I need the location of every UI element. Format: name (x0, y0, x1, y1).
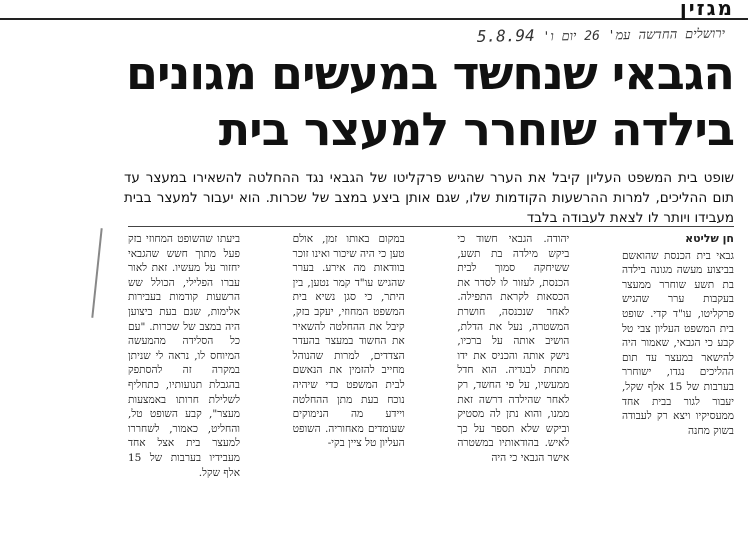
handwritten-date: 5.8.94 (476, 25, 535, 46)
article-column-1 (622, 232, 734, 442)
headline-line-2: בילדה שוחרר למעצר בית (218, 102, 734, 156)
scan-mark (91, 228, 102, 318)
top-rule (0, 0, 748, 20)
section-label: מגזין (679, 0, 734, 20)
article-column-3: במקום באותו זמן, אולם טען כי היה שיכור ואינו זוכר בוודאות מה אירע. בערר שהגיש עו"ד קמר נטען, בין היתר, כי סגן נשיא בית המשפט המחוזי, יעקב בזק, קיבל את ההחלטה להשאיר את החשוד במעצר בהעדר הצדדים, למרות שהנוהל מחייב להזמין את הנאשם לבית המשפט כדי שיהיה נוכח בעת מתן ההחלטה ויידע מה הנימוקים שעומדים מאחוריה. השופט העליון טל ציין בקי- (292, 233, 405, 450)
byline: חן שליטא (685, 232, 734, 245)
article-body (128, 232, 734, 479)
subhead-divider (128, 226, 734, 227)
headline-line-1: הגבאי שנחשד במעשים מגונים (125, 46, 734, 100)
subheadline: שופט בית המשפט העליון קיבל את הערר שהגיש פרקליטו של הגבאי נגד ההחלטה להשאירו במעצר עד תום ההליכים, למרות ההרשעות הקודמות שלו, שגם אותן ביצע במצב של שכרות. הוא יעבור למעצר בבית מעבידו ויותר לו לצאת לעבודה בלבד (124, 170, 734, 226)
handwritten-source-note (325, 23, 725, 49)
column-text: גבאי בית הכנסת שהואשם בביצוע מעשה מגונה בילדה בת תשע שוחרר ממעצר בעקבות ערר שהגיש פרקליטו, עו"ד קדי. שופט בית המשפט העליון צבי טל קבע כי הגבאי, שאמור היה להישאר במעצר עד תום ההליכים נגדו, ישוחרר בערבות של 15 אלף שקל, יעבור לגור בבית אחד ממעסיקיו ויצא רק לעבודה בשוק מחנה (621, 249, 734, 437)
article-column-2: יהודה. הגבאי חשוד כי ביקש מילדה בת תשע, ששיחקה סמוך לבית הכנסת, לעזור לו לסדר את הכסאות לקראת התפילה. לאחר שנכנסה, חושרת המשטרה, נעל את הדלת, הושיב אותה על ברכיו, נישק אותה והכניס את ידו מתחת לבגדיה. הוא חדל ממעשיו, על פי החשד, רק לאחר שהילדה דרשה זאת ממנו, והוא נתן לה מסטיק וביקש שלא תספר על כך לאיש. בהודאותיו במשטרה אישר הגבאי כי היה (457, 233, 570, 464)
handwritten-source: ירושלים החדשה עמ' 26 יום ו' (542, 26, 726, 45)
article-column-4: ביעתו שהשופט המחוזי בזק פעל מתוך חשש שהגבאי יחזור על מעשיו. זאת לאור עברו הפלילי, הכולל שש הרשעות קודמות בעבירות אלימות, שגם בעת ביצוען היה במצב של שכרות. "עם כל הסלידה מהמעשה המיוחס לו, נראה לי שניתן במקרה זה להסתפק בהגבלת תנועותיו, כתחליף לשלילת חרותו באמצעות מעצר", קבע השופט טל, והחליט, כאמור, לשחררו למעצר בית אצל אחד מעבידיו בערבות של 15 אלף שקל. (128, 233, 240, 479)
